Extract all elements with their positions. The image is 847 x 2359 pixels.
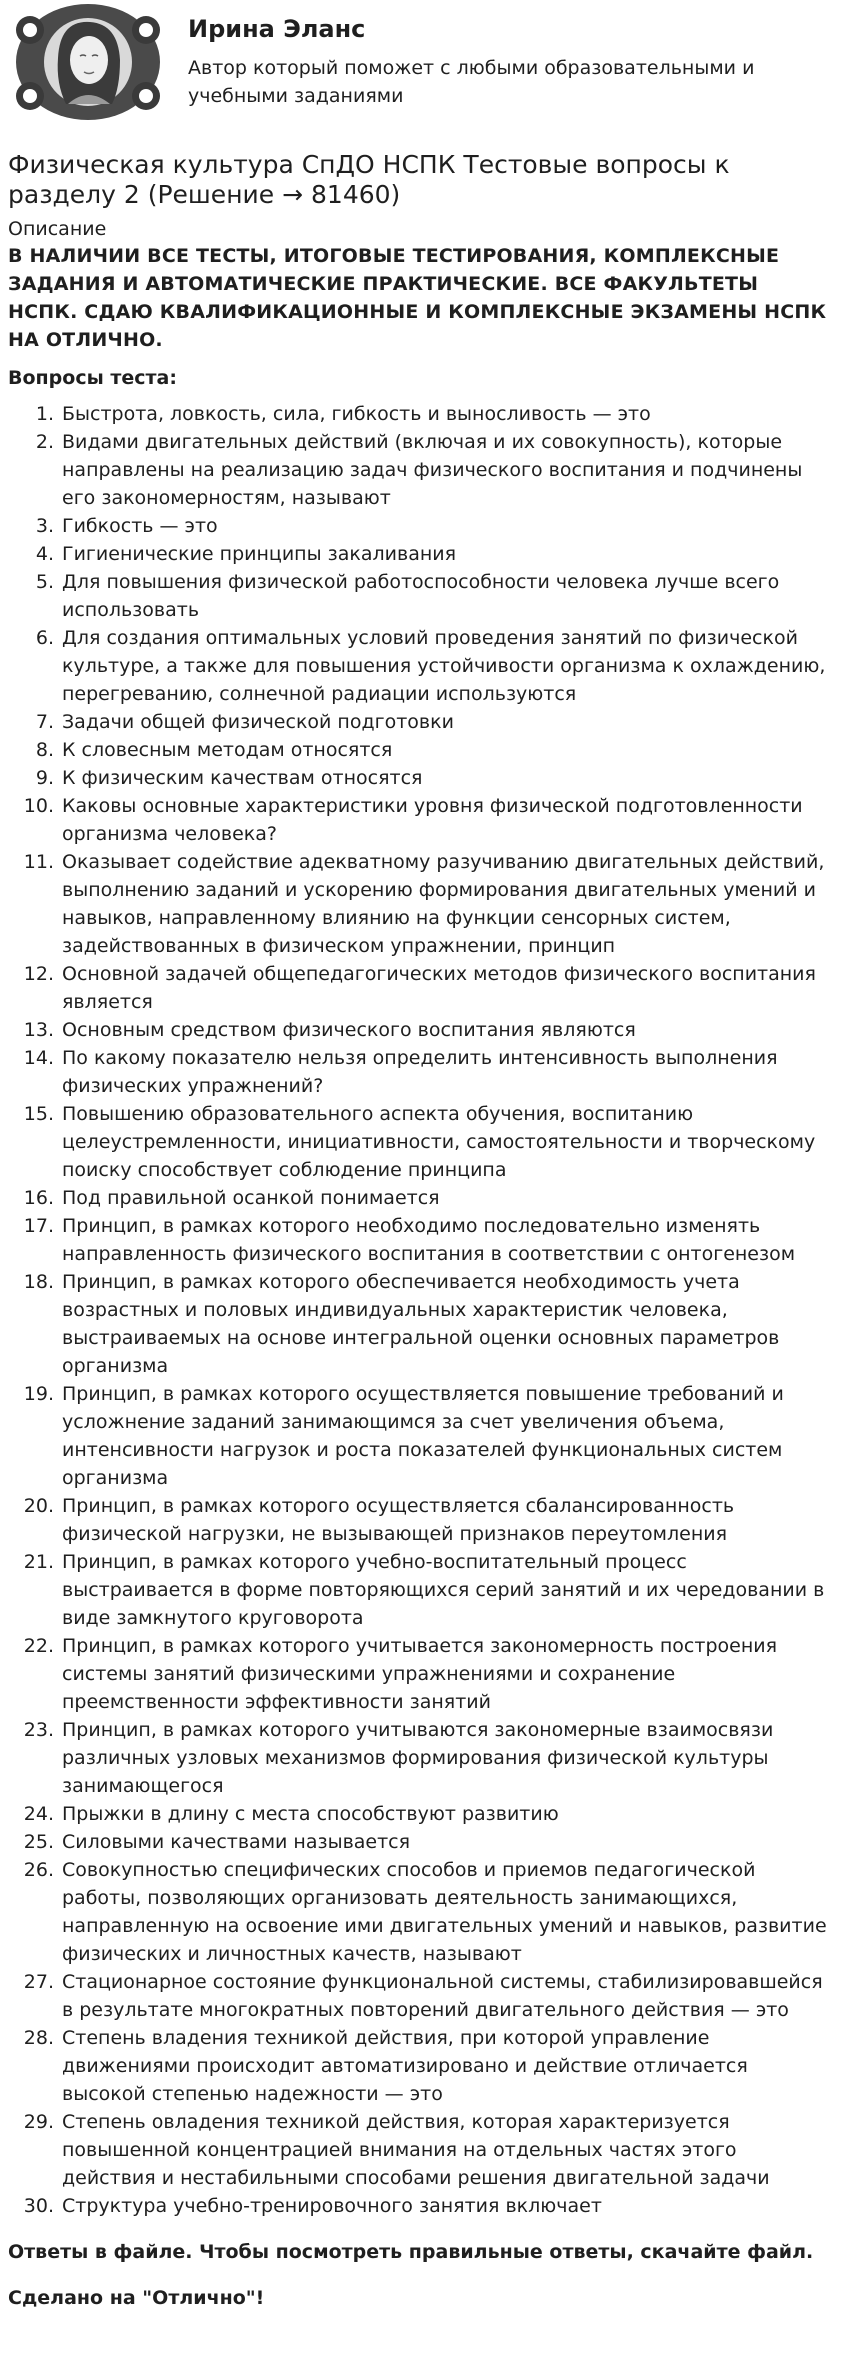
question-number: 1. — [35, 403, 54, 425]
question-number: 13. — [23, 1019, 54, 1041]
question-text: Для повышения физической работоспособности человека лучше всего использовать — [62, 571, 780, 621]
question-text: Стационарное состояние функциональной системы, стабилизировавшейся в результате многократных повторений двигательного действия — это — [62, 1971, 823, 2021]
question-number: 7. — [35, 711, 54, 733]
question-number: 11. — [23, 851, 54, 873]
question-text: Степень овладения техникой действия, которая характеризуется повышенной концентрацией внимания на отдельных частях этого действия и нестабильными способами решения двигательной задачи — [62, 2111, 770, 2189]
question-number: 21. — [23, 1551, 54, 1573]
question-number: 26. — [23, 1859, 54, 1881]
question-item — [8, 736, 835, 764]
question-item — [8, 1044, 835, 1100]
question-text: Основной задачей общепедагогических методов физического воспитания является — [62, 963, 816, 1013]
question-number: 5. — [35, 571, 54, 593]
question-number: 4. — [35, 543, 54, 565]
question-text: Гибкость — это — [62, 515, 218, 537]
question-text: К физическим качествам относятся — [62, 767, 423, 789]
question-text: Принцип, в рамках которого осуществляется повышение требований и усложнение заданий занимающимся за счет увеличения объема, интенсивности нагрузок и роста показателей функциональных систем организма — [62, 1383, 784, 1489]
questions-title: Вопросы теста: — [8, 367, 177, 389]
question-number: 16. — [23, 1187, 54, 1209]
question-text: Принцип, в рамках которого учитываются закономерные взаимосвязи различных узловых механизмов формирования физической культуры занимающегося — [62, 1719, 774, 1797]
question-number: 27. — [23, 1971, 54, 1993]
question-text: Структура учебно-тренировочного занятия включает — [62, 2195, 602, 2217]
question-number: 10. — [23, 795, 54, 817]
question-item — [8, 428, 835, 512]
question-item — [8, 2192, 835, 2220]
question-number: 20. — [23, 1495, 54, 1517]
question-number: 6. — [35, 627, 54, 649]
question-text: Степень владения техникой действия, при которой управление движениями происходит автоматизировано и действие отличается высокой степенью надежности — это — [62, 2027, 748, 2105]
question-number: 29. — [23, 2111, 54, 2133]
question-item — [8, 540, 835, 568]
question-item — [8, 568, 835, 624]
question-text: Силовыми качествами называется — [62, 1831, 411, 1853]
avatar[interactable] — [8, 0, 168, 128]
question-number: 25. — [23, 1831, 54, 1853]
question-number: 8. — [35, 739, 54, 761]
question-text: Для создания оптимальных условий проведения занятий по физической культуре, а также для повышения устойчивости организма к охлаждению, перегреванию, солнечной радиации используются — [62, 627, 826, 705]
question-number: 30. — [23, 2195, 54, 2217]
question-item — [8, 2024, 835, 2108]
author-card — [8, 0, 835, 150]
question-text: Принцип, в рамках которого необходимо последовательно изменять направленность физического воспитания в соответствии с онтогенезом — [62, 1215, 796, 1265]
avatar-image — [8, 0, 168, 128]
question-item — [8, 400, 835, 428]
question-text: Прыжки в длину с места способствуют развитию — [62, 1803, 559, 1825]
author-name[interactable]: Ирина Эланс — [188, 15, 366, 43]
question-item — [8, 1632, 835, 1716]
question-number: 28. — [23, 2027, 54, 2049]
question-item — [8, 960, 835, 1016]
question-item — [8, 764, 835, 792]
question-item — [8, 1800, 835, 1828]
question-text: К словесным методам относятся — [62, 739, 393, 761]
question-text: Принцип, в рамках которого учитывается закономерность построения системы занятий физическими упражнениями и сохранение преемственности эффективности занятий — [62, 1635, 778, 1713]
question-item — [8, 624, 835, 708]
question-item — [8, 848, 835, 960]
author-info — [188, 0, 788, 110]
question-text: Принцип, в рамках которого обеспечивается необходимость учета возрастных и половых индивидуальных характеристик человека, выстраиваемых на основе интегральной оценки основных параметров организма — [62, 1271, 780, 1377]
question-item — [8, 512, 835, 540]
question-number: 3. — [35, 515, 54, 537]
question-number: 12. — [23, 963, 54, 985]
question-text: Видами двигательных действий (включая и их совокупность), которые направлены на реализацию задач физического воспитания и подчинены его закономерностям, называют — [62, 431, 803, 509]
question-item — [8, 1016, 835, 1044]
questions-list — [8, 400, 835, 2220]
question-text: Совокупностью специфических способов и приемов педагогической работы, позволяющих организовать деятельность занимающихся, направленную на освоение ими двигательных умений и навыков, развитие физических и личностных качеств, называют — [62, 1859, 827, 1965]
question-text: Каковы основные характеристики уровня физической подготовленности организма человека? — [62, 795, 803, 845]
question-text: Принцип, в рамках которого учебно-воспитательный процесс выстраивается в форме повторяющихся серий занятий и их чередовании в виде замкнутого круговорота — [62, 1551, 825, 1629]
question-item — [8, 1380, 835, 1492]
question-text: Гигиенические принципы закаливания — [62, 543, 457, 565]
description-label: Описание — [8, 218, 107, 240]
question-number: 18. — [23, 1271, 54, 1293]
question-number: 24. — [23, 1803, 54, 1825]
question-item — [8, 1184, 835, 1212]
question-text: Быстрота, ловкость, сила, гибкость и выносливость — это — [62, 403, 651, 425]
question-text: Под правильной осанкой понимается — [62, 1187, 440, 1209]
question-number: 15. — [23, 1103, 54, 1125]
question-text: Повышению образовательного аспекта обучения, воспитанию целеустремленности, инициативности, самостоятельности и творческому поиску способствует соблюдение принципа — [62, 1103, 816, 1181]
question-number: 14. — [23, 1047, 54, 1069]
done-note: Сделано на "Отлично"! — [8, 2287, 265, 2309]
question-text: Оказывает содействие адекватному разучиванию двигательных действий, выполнению заданий и ускорению формирования двигательных умений и навыков, направленному влиянию на функции сенсорных систем, задействованных в физическом упражнении, принцип — [62, 851, 825, 957]
question-item — [8, 1828, 835, 1856]
answers-note: Ответы в файле. Чтобы посмотреть правильные ответы, скачайте файл. — [8, 2241, 814, 2263]
question-number: 23. — [23, 1719, 54, 1741]
question-item — [8, 708, 835, 736]
question-text: Основным средством физического воспитания являются — [62, 1019, 636, 1041]
question-item — [8, 1548, 835, 1632]
question-number: 2. — [35, 431, 54, 453]
question-item — [8, 1212, 835, 1268]
question-item — [8, 792, 835, 848]
question-text: Задачи общей физической подготовки — [62, 711, 454, 733]
description-text: В НАЛИЧИИ ВСЕ ТЕСТЫ, ИТОГОВЫЕ ТЕСТИРОВАНИЯ, КОМПЛЕКСНЫЕ ЗАДАНИЯ И АВТОМАТИЧЕСКИЕ ПРАКТИЧЕСКИЕ. ВСЕ ФАКУЛЬТЕТЫ НСПК. СДАЮ КВАЛИФИКАЦИОННЫЕ И КОМПЛЕКСНЫЕ ЭКЗАМЕНЫ НСПК НА ОТЛИЧНО. — [8, 245, 827, 351]
question-item — [8, 1716, 835, 1800]
question-text: По какому показателю нельзя определить интенсивность выполнения физических упражнений? — [62, 1047, 778, 1097]
question-number: 17. — [23, 1215, 54, 1237]
author-bio: Автор который поможет с любыми образовательными и учебными заданиями — [188, 57, 755, 107]
question-number: 9. — [35, 767, 54, 789]
question-item — [8, 2108, 835, 2192]
question-item — [8, 1856, 835, 1968]
question-text: Принцип, в рамках которого осуществляется сбалансированность физической нагрузки, не вызывающей признаков переутомления — [62, 1495, 735, 1545]
question-item — [8, 1100, 835, 1184]
question-number: 19. — [23, 1383, 54, 1405]
question-number: 22. — [23, 1635, 54, 1657]
page-title: Физическая культура СпДО НСПК Тестовые вопросы к разделу 2 (Решение → 81460) — [8, 150, 730, 209]
question-item — [8, 1968, 835, 2024]
question-item — [8, 1268, 835, 1380]
question-item — [8, 1492, 835, 1548]
